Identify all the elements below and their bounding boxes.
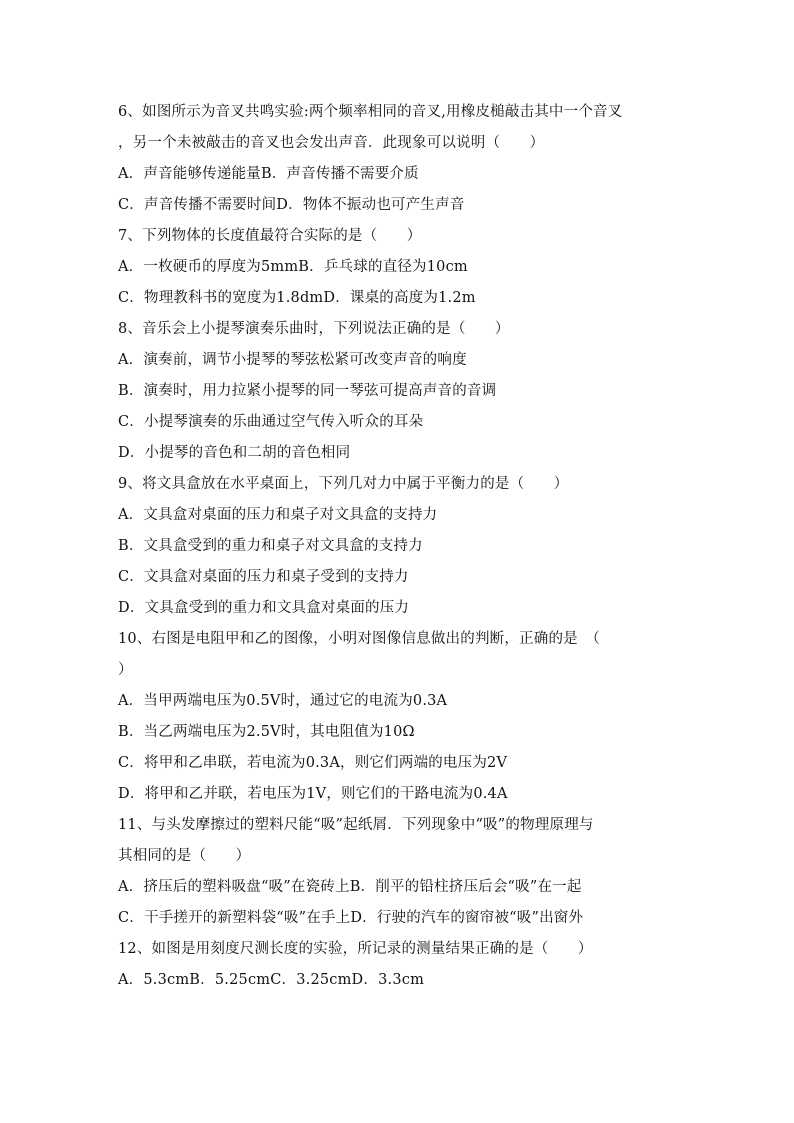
q8-stem: 8、音乐会上小提琴演奏乐曲时，下列说法正确的是（ ） xyxy=(118,321,510,337)
q6-options-ab: A．声音能够传递能量B．声音传播不需要介质 xyxy=(118,166,419,182)
q9-stem: 9、将文具盒放在水平桌面上，下列几对力中属于平衡力的是（ ） xyxy=(118,476,569,492)
q11-stem-line-2: 其相同的是（ ） xyxy=(118,848,251,864)
q6-stem-line-2: ，另一个未被敲击的音叉也会发出声音．此现象可以说明（ ） xyxy=(118,135,545,151)
q6-options-cd: C．声音传播不需要时间D．物体不振动也可产生声音 xyxy=(118,197,465,213)
question-text xyxy=(118,97,678,996)
q9-option-d: D．文具盒受到的重力和文具盒对桌面的压力 xyxy=(118,600,410,616)
q12-options: A．5.3cmB．5.25cmC．3.25cmD．3.3cm xyxy=(118,972,425,988)
q8-option-a: A．演奏前，调节小提琴的琴弦松紧可改变声音的响度 xyxy=(118,352,467,368)
q6-stem-line-1: 6、如图所示为音叉共鸣实验:两个频率相同的音叉,用橡皮槌敲击其中一个音叉 xyxy=(118,104,623,120)
q10-option-a: A．当甲两端电压为0.5V时，通过它的电流为0.3A xyxy=(118,693,448,709)
q7-stem: 7、下列物体的长度值最符合实际的是（ ） xyxy=(118,228,422,244)
q11-options-ab: A．挤压后的塑料吸盘“吸”在瓷砖上B．削平的铅柱挤压后会“吸”在一起 xyxy=(118,879,582,895)
q10-option-b: B．当乙两端电压为2.5V时，其电阻值为10Ω xyxy=(118,724,415,740)
q9-option-a: A．文具盒对桌面的压力和桌子对文具盒的支持力 xyxy=(118,507,438,523)
q8-option-b: B．演奏时，用力拉紧小提琴的同一琴弦可提高声音的音调 xyxy=(118,383,497,399)
q9-option-c: C．文具盒对桌面的压力和桌子受到的支持力 xyxy=(118,569,409,585)
q8-option-c: C．小提琴演奏的乐曲通过空气传入听众的耳朵 xyxy=(118,414,424,430)
q9-option-b: B．文具盒受到的重力和桌子对文具盒的支持力 xyxy=(118,538,423,554)
q10-option-d: D．将甲和乙并联，若电压为1V，则它们的干路电流为0.4A xyxy=(118,786,508,802)
q8-option-d: D．小提琴的音色和二胡的音色相同 xyxy=(118,445,351,461)
q10-stem-line-1: 10、右图是电阻甲和乙的图像，小明对图像信息做出的判断，正确的是 （ xyxy=(118,631,600,647)
q7-options-cd: C．物理教科书的宽度为1.8dmD．课桌的高度为1.2m xyxy=(118,290,476,306)
q11-options-cd: C．干手搓开的新塑料袋“吸”在手上D．行驶的汽车的窗帘被“吸”出窗外 xyxy=(118,910,584,926)
q11-stem-line-1: 11、与头发摩擦过的塑料尺能“吸”起纸屑．下列现象中“吸”的物理原理与 xyxy=(118,817,594,833)
q10-stem-line-2: ） xyxy=(118,662,133,678)
q12-stem: 12、如图是用刻度尺测长度的实验，所记录的测量结果正确的是（ ） xyxy=(118,941,593,957)
q7-options-ab: A．一枚硬币的厚度为5mmB．乒乓球的直径为10cm xyxy=(118,259,468,275)
q10-option-c: C．将甲和乙串联，若电流为0.3A，则它们两端的电压为2V xyxy=(118,755,508,771)
